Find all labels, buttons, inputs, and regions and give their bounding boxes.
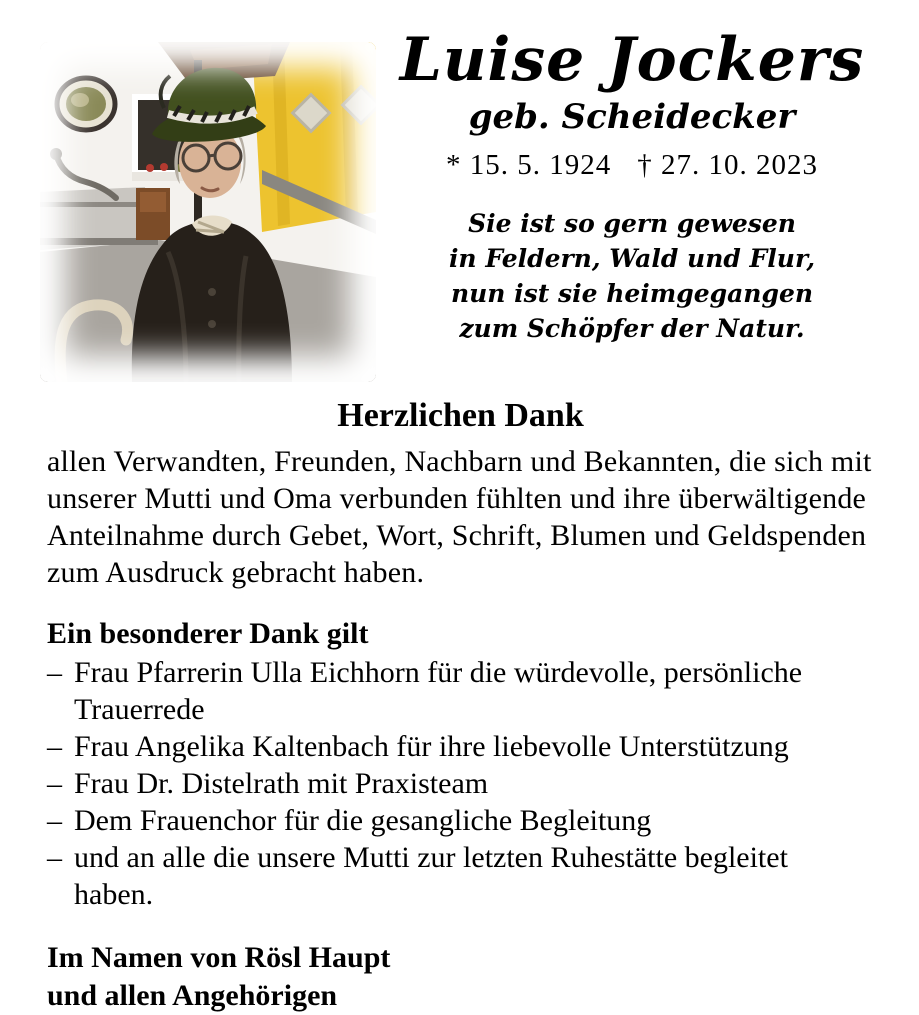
birth-date: * 15. 5. 1924	[446, 148, 612, 181]
list-item	[47, 654, 874, 728]
list-dash: –	[47, 730, 62, 763]
portrait-photo-illustration	[40, 42, 376, 382]
special-thanks-list	[47, 654, 874, 913]
poem-line: zum Schöpfer der Natur.	[459, 313, 805, 343]
thanks-paragraph: allen Verwandten, Freunden, Nachbarn und Bekannten, die sich mit unserer Mutti und Oma verbunden fühlten und ihre überwältigende Anteilnahme durch Gebet, Wort, Schrift, Blumen und Geldspenden zum Ausdruck gebracht haben.	[47, 445, 872, 589]
list-item-text: und an alle die unsere Mutti zur letzten Ruhestätte begleitet haben.	[74, 841, 788, 911]
thanks-section	[47, 397, 874, 1015]
list-item	[47, 728, 874, 765]
special-thanks-title: Ein besonderer Dank gilt	[47, 617, 369, 650]
list-dash: –	[47, 841, 62, 874]
poem-line: in Feldern, Wald und Flur,	[448, 243, 816, 273]
poem-line: nun ist sie heimgegangen	[450, 278, 814, 308]
life-dates	[382, 149, 882, 182]
list-item-text: Frau Pfarrerin Ulla Eichhorn für die würdevolle, persönliche Trauerrede	[74, 656, 803, 726]
maiden-name: geb. Scheidecker	[468, 96, 796, 137]
list-item-text: Frau Dr. Distelrath mit Praxisteam	[74, 767, 489, 800]
deceased-name: Luise Jockers	[399, 25, 865, 95]
signature-line: und allen Angehörigen	[47, 979, 338, 1012]
list-dash: –	[47, 804, 62, 837]
list-item-text: Frau Angelika Kaltenbach für ihre liebevolle Unterstützung	[74, 730, 789, 763]
list-item	[47, 839, 874, 913]
signature-line: Im Namen von Rösl Haupt	[47, 941, 391, 974]
list-dash: –	[47, 767, 62, 800]
portrait-photo	[40, 42, 376, 382]
list-item-text: Dem Frauenchor für die gesangliche Begleitung	[74, 804, 652, 837]
signature	[47, 939, 874, 1015]
thanks-title: Herzlichen Dank	[337, 397, 584, 434]
death-date: † 27. 10. 2023	[637, 148, 818, 181]
memorial-header	[382, 25, 882, 346]
poem-line: Sie ist so gern gewesen	[468, 208, 796, 238]
list-item	[47, 765, 874, 802]
memorial-poem	[382, 206, 882, 346]
list-item	[47, 802, 874, 839]
list-dash: –	[47, 656, 62, 689]
